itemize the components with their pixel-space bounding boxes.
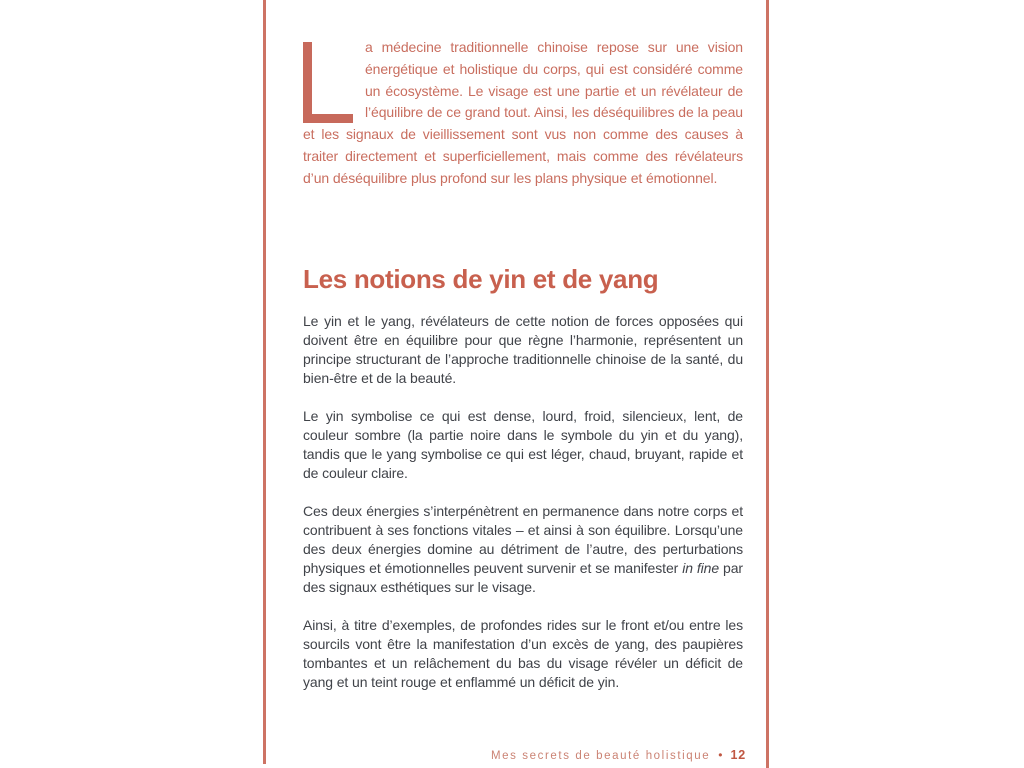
page-footer — [491, 748, 746, 762]
paragraph-yin-symbolism: Le yin symbolise ce qui est dense, lourd, froid, silencieux, lent, de couleur sombre (la partie noire dans le symbole du yin et du yang), tandis que le yang symbolise ce qui est léger, chaud, bruyant, rapide et de couleur claire. — [303, 408, 743, 481]
right-border-rule — [766, 0, 769, 768]
paragraph-energies-balance — [303, 502, 743, 597]
intro-paragraph — [303, 37, 743, 190]
page-number: 12 — [730, 748, 746, 762]
paragraph-energies-post: par des signaux esthétiques sur le visage. — [303, 560, 743, 595]
section-heading: Les notions de yin et de yang — [303, 264, 659, 294]
left-border-rule — [263, 0, 266, 764]
paragraph-examples: Ainsi, à titre d’exemples, de profondes rides sur le front et/ou entre les sourcils vont être la manifestation d’un excès de yang, des paupières tombantes et un relâchement du bas du visage révéler un déficit de yang et un teint rouge et enflammé un déficit de yin. — [303, 617, 743, 690]
footer-bullet-separator: • — [718, 748, 723, 762]
dropcap-letter-L — [303, 42, 353, 123]
paragraph-energies-pre: Ces deux énergies s’interpénètrent en permanence dans notre corps et contribuent à ses fonctions vitales – et ainsi à son équilibre. Lorsqu’une des deux énergies domine au détriment de l’autre, des perturbations physiques et émotionnelles peuvent survenir et se manifester — [303, 503, 743, 576]
latin-phrase-italic: in fine — [682, 560, 720, 576]
footer-book-title: Mes secrets de beauté holistique — [490, 750, 711, 762]
intro-text: a médecine traditionnelle chinoise repose sur une vision énergétique et holistique du corps, qui est considéré comme un écosystème. Le visage est une partie et un révélateur de l’équilibre de ce grand tout. Ainsi, les déséquilibres de la peau et les signaux de vieillissement sont vus non comme des causes à traiter directement et superficiellement, mais comme des révélateurs d’un déséquilibre plus profond sur les plans physique et émotionnel. — [303, 39, 743, 186]
paragraph-yin-yang-forces: Le yin et le yang, révélateurs de cette notion de forces opposées qui doivent être en équilibre pour que règne l’harmonie, représentent un principe structurant de l’approche traditionnelle chinoise de la santé, du bien-être et de la beauté. — [303, 313, 743, 386]
section-yin-yang — [303, 264, 743, 711]
